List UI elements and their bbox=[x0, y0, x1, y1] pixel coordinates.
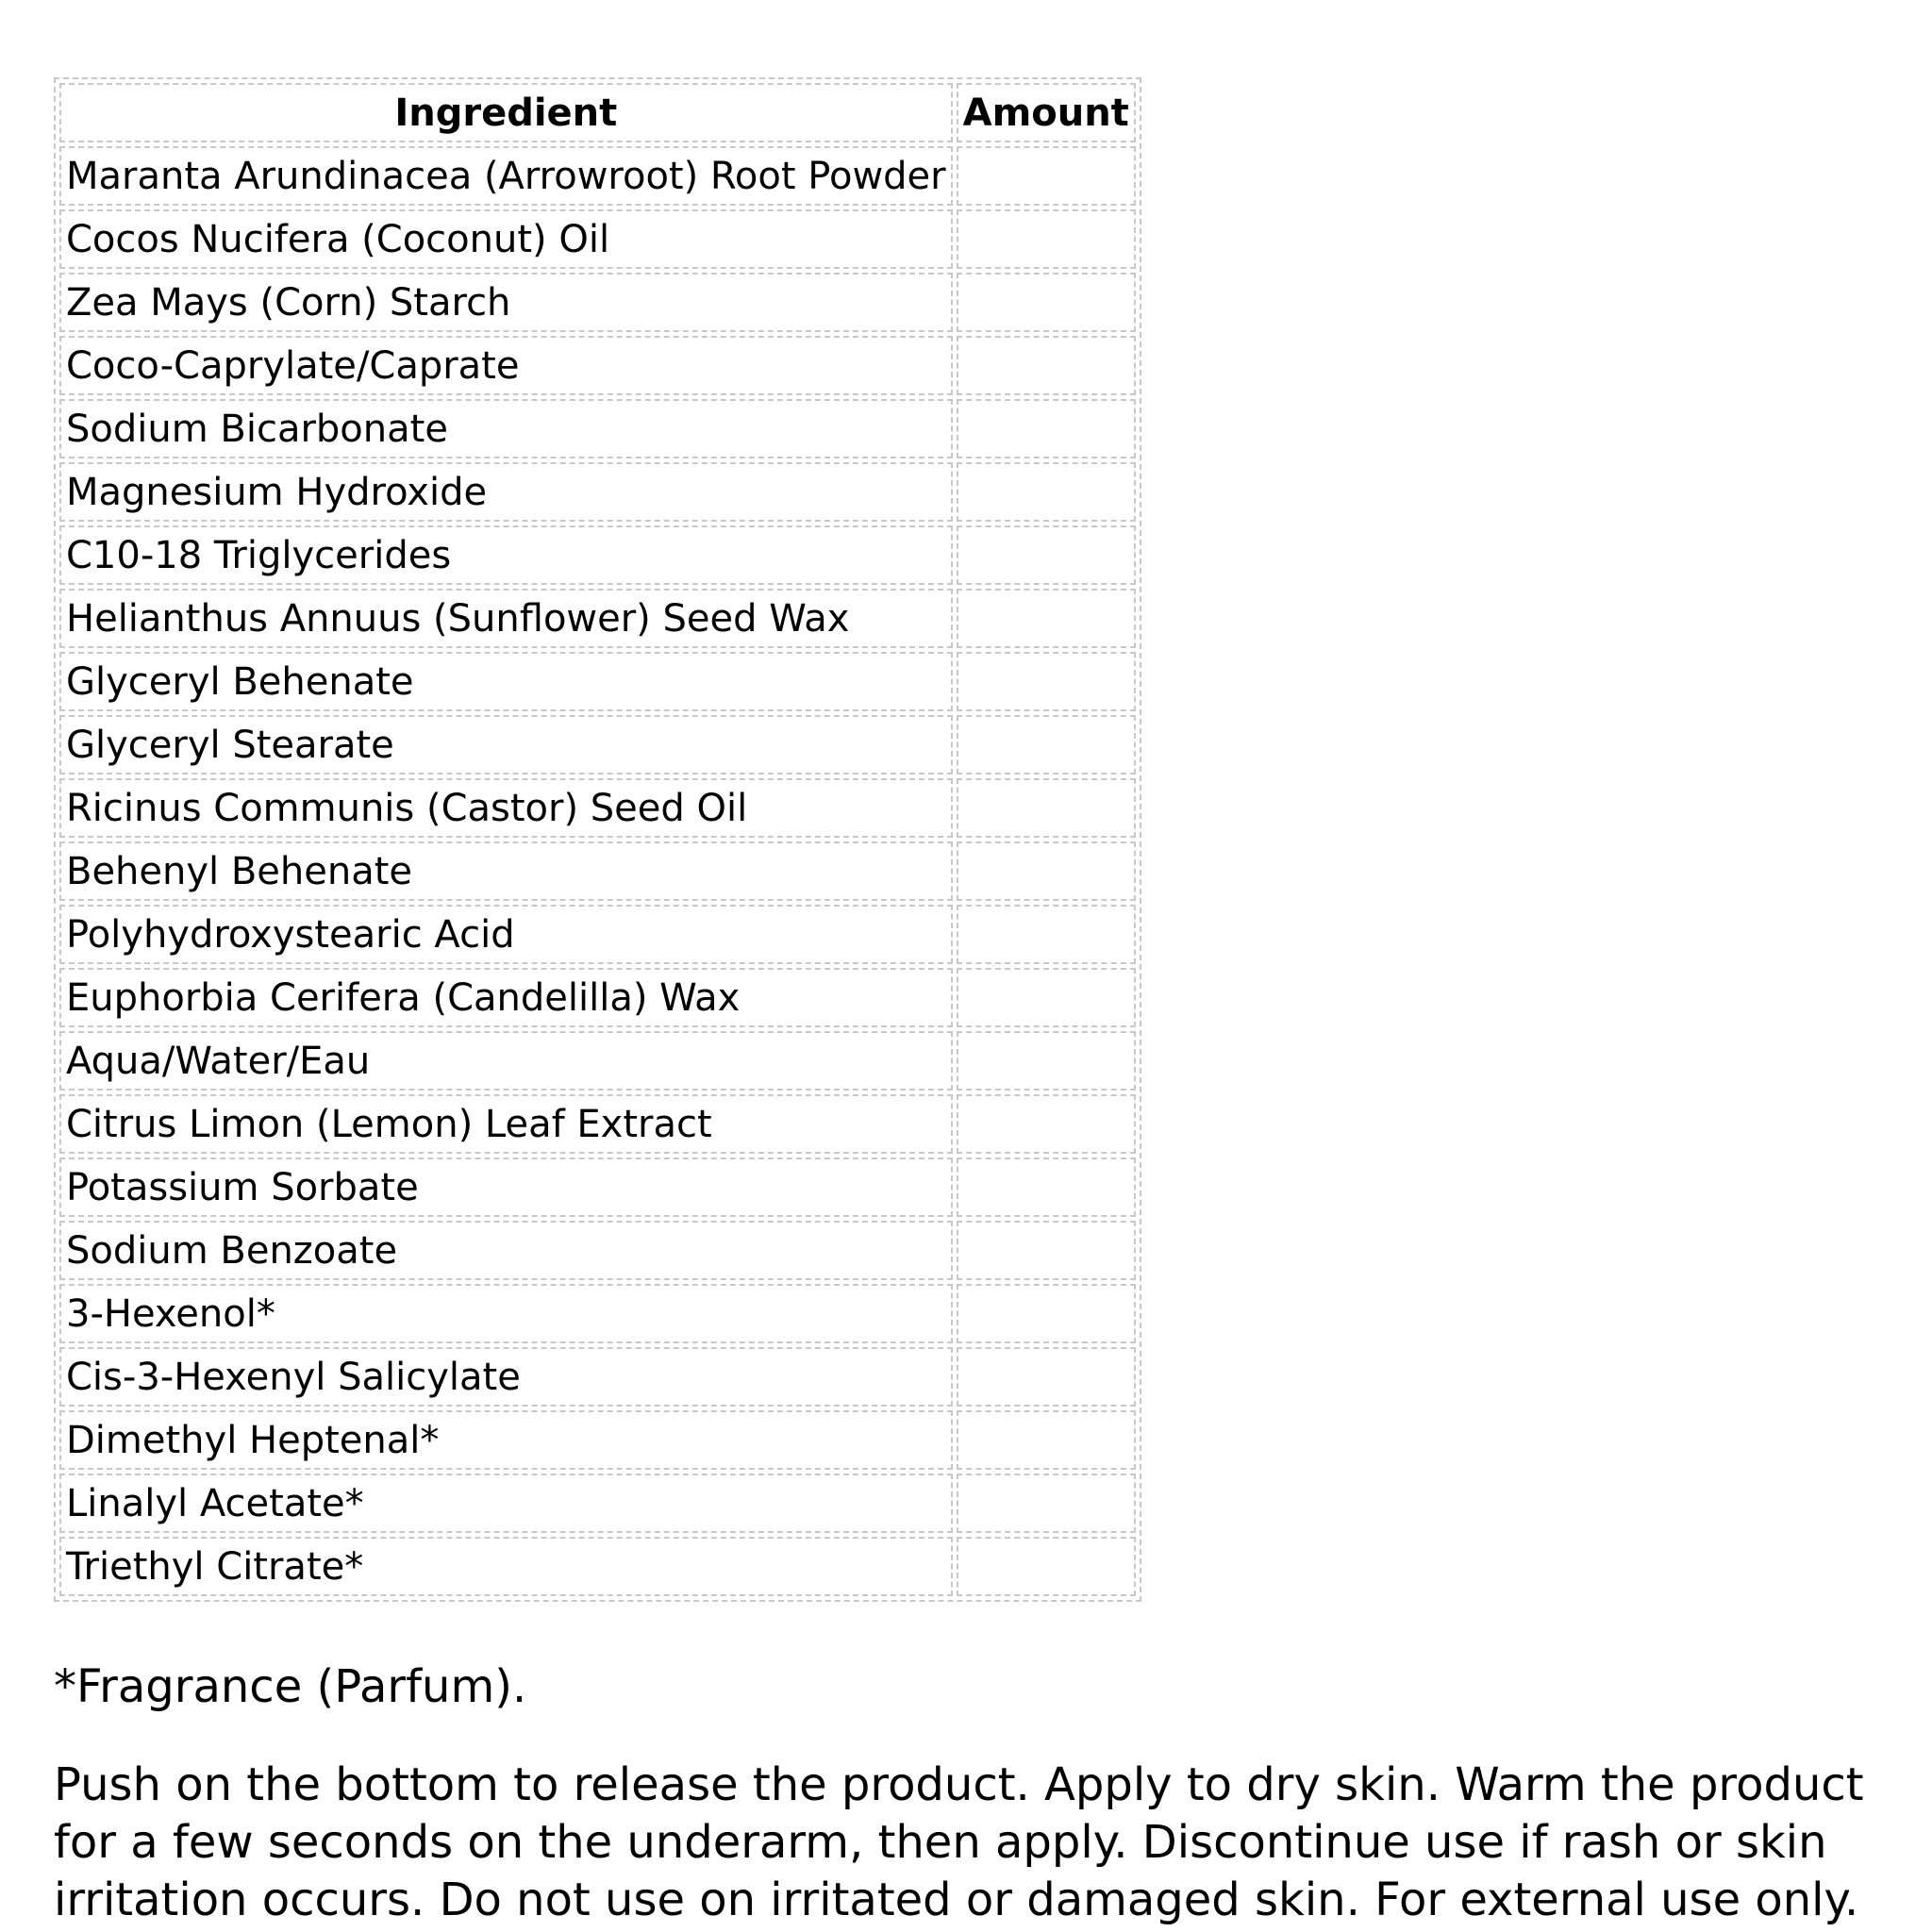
amount-cell bbox=[957, 525, 1136, 585]
amount-cell bbox=[957, 1094, 1136, 1154]
table-row bbox=[59, 1221, 1136, 1280]
table-row bbox=[59, 146, 1136, 206]
amount-cell bbox=[957, 589, 1136, 648]
directions-text: Push on the bottom to release the product. Apply to dry skin. Warm the product for a few seconds on the underarm, then apply. Discontinue use if rash or skin irritation occurs. Do not use on irritated or damaged skin. For external use only. bbox=[54, 1758, 1864, 1926]
amount-cell bbox=[957, 968, 1136, 1027]
table-row bbox=[59, 1347, 1136, 1407]
table-row bbox=[59, 1031, 1136, 1091]
ingredient-cell: Behenyl Behenate bbox=[59, 841, 953, 901]
amount-cell bbox=[957, 336, 1136, 395]
amount-cell bbox=[957, 1474, 1136, 1533]
table-row bbox=[59, 525, 1136, 585]
ingredient-cell: Helianthus Annuus (Sunflower) Seed Wax bbox=[59, 589, 953, 648]
amount-cell bbox=[957, 1347, 1136, 1407]
ingredient-cell: Ricinus Communis (Castor) Seed Oil bbox=[59, 778, 953, 838]
amount-cell bbox=[957, 273, 1136, 332]
ingredient-cell: Linalyl Acetate* bbox=[59, 1474, 953, 1533]
table-row bbox=[59, 399, 1136, 458]
amount-cell bbox=[957, 652, 1136, 711]
amount-cell bbox=[957, 1537, 1136, 1596]
table-row bbox=[59, 209, 1136, 269]
ingredients-document bbox=[54, 77, 1903, 1929]
amount-cell bbox=[957, 399, 1136, 458]
ingredient-cell: C10-18 Triglycerides bbox=[59, 525, 953, 585]
table-row bbox=[59, 652, 1136, 711]
ingredient-cell: Dimethyl Heptenal* bbox=[59, 1410, 953, 1470]
table-row bbox=[59, 1094, 1136, 1154]
ingredient-cell: Sodium Bicarbonate bbox=[59, 399, 953, 458]
ingredient-cell: Citrus Limon (Lemon) Leaf Extract bbox=[59, 1094, 953, 1154]
ingredient-cell: Magnesium Hydroxide bbox=[59, 462, 953, 522]
table-row bbox=[59, 1284, 1136, 1343]
table-row bbox=[59, 462, 1136, 522]
table-row bbox=[59, 273, 1136, 332]
amount-cell bbox=[957, 778, 1136, 838]
ingredient-cell: Sodium Benzoate bbox=[59, 1221, 953, 1280]
ingredient-cell: 3-Hexenol* bbox=[59, 1284, 953, 1343]
ingredient-cell: Euphorbia Cerifera (Candelilla) Wax bbox=[59, 968, 953, 1027]
table-row bbox=[59, 1474, 1136, 1533]
ingredient-cell: Polyhydroxystearic Acid bbox=[59, 905, 953, 964]
ingredient-cell: Aqua/Water/Eau bbox=[59, 1031, 953, 1091]
ingredient-cell: Zea Mays (Corn) Starch bbox=[59, 273, 953, 332]
ingredient-cell: Cocos Nucifera (Coconut) Oil bbox=[59, 209, 953, 269]
table-row bbox=[59, 968, 1136, 1027]
table-row bbox=[59, 589, 1136, 648]
ingredients-table-body bbox=[59, 146, 1136, 1596]
amount-cell bbox=[957, 841, 1136, 901]
ingredient-cell: Glyceryl Stearate bbox=[59, 715, 953, 774]
ingredient-cell: Maranta Arundinacea (Arrowroot) Root Powder bbox=[59, 146, 953, 206]
table-row bbox=[59, 905, 1136, 964]
amount-cell bbox=[957, 1158, 1136, 1217]
table-row bbox=[59, 841, 1136, 901]
fragrance-footnote: *Fragrance (Parfum). bbox=[54, 1660, 527, 1713]
table-row bbox=[59, 1537, 1136, 1596]
amount-cell bbox=[957, 715, 1136, 774]
amount-column-header: Amount bbox=[957, 83, 1136, 142]
ingredients-table bbox=[54, 77, 1141, 1602]
ingredient-cell: Glyceryl Behenate bbox=[59, 652, 953, 711]
amount-cell bbox=[957, 209, 1136, 269]
amount-cell bbox=[957, 1221, 1136, 1280]
table-row bbox=[59, 1410, 1136, 1470]
amount-cell bbox=[957, 146, 1136, 206]
table-row bbox=[59, 336, 1136, 395]
ingredient-cell: Cis-3-Hexenyl Salicylate bbox=[59, 1347, 953, 1407]
amount-cell bbox=[957, 1284, 1136, 1343]
ingredient-column-header: Ingredient bbox=[59, 83, 953, 142]
table-row bbox=[59, 715, 1136, 774]
amount-cell bbox=[957, 1031, 1136, 1091]
amount-cell bbox=[957, 1410, 1136, 1470]
ingredient-cell: Triethyl Citrate* bbox=[59, 1537, 953, 1596]
table-row bbox=[59, 1158, 1136, 1217]
ingredient-cell: Coco-Caprylate/Caprate bbox=[59, 336, 953, 395]
table-row bbox=[59, 778, 1136, 838]
amount-cell bbox=[957, 905, 1136, 964]
amount-cell bbox=[957, 462, 1136, 522]
table-header-row bbox=[59, 83, 1136, 142]
ingredient-cell: Potassium Sorbate bbox=[59, 1158, 953, 1217]
